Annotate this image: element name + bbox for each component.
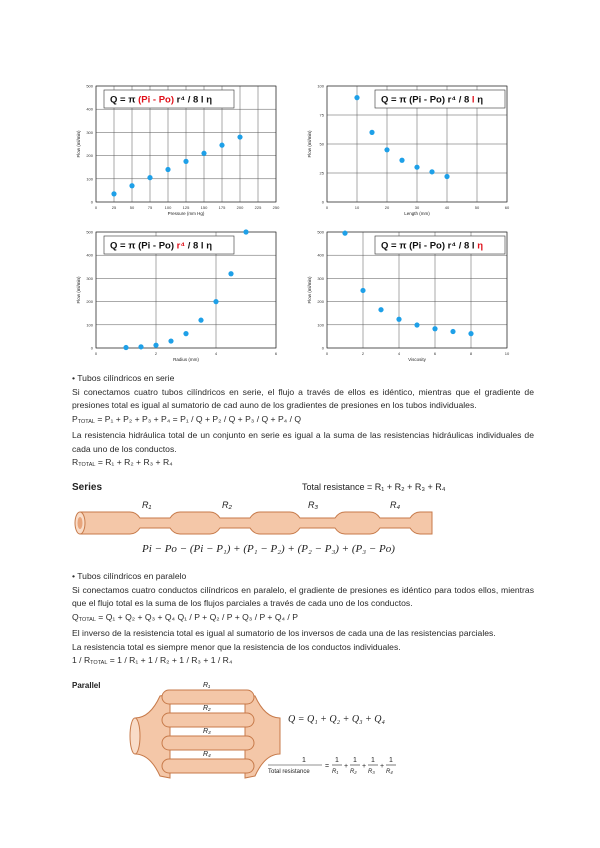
x-tick-label: 40 (444, 205, 450, 210)
data-point (183, 159, 188, 164)
parallel-section (72, 570, 534, 671)
data-point (183, 331, 188, 336)
y-tick-label: 200 (317, 299, 324, 305)
x-tick-label: 60 (504, 205, 510, 210)
data-point (369, 130, 374, 135)
series-figure-svg (70, 476, 450, 560)
formula-text: Q = π (Pi - Po) r⁴ / 8 l η (381, 94, 484, 106)
series-r4: R₄ (390, 500, 401, 510)
y-tick-label: 300 (86, 129, 93, 135)
y-tick-label: 75 (319, 112, 324, 118)
data-point (243, 229, 248, 234)
parallel-equation-resistance: 1 / RTOTAL = 1 / R₁ + 1 / R₂ + 1 / R₃ + 1 / R₄ (72, 655, 233, 666)
svg-text:R₂: R₂ (350, 769, 357, 775)
parallel-paragraph-3: La resistencia total es siempre menor que la resistencia de los conductos individuales. (72, 641, 401, 652)
y-tick-label: 0 (321, 345, 324, 351)
svg-text:1: 1 (353, 757, 357, 764)
chart-radius-svg (72, 226, 284, 366)
data-point (399, 158, 404, 163)
data-point (198, 318, 203, 323)
x-tick-label: 125 (182, 205, 190, 210)
y-tick-label: 100 (86, 176, 93, 182)
series-section (72, 372, 534, 473)
x-tick-label: 225 (254, 205, 262, 210)
data-point (414, 322, 419, 327)
parallel-figure (70, 676, 400, 791)
series-total-label: Total resistance = R₁ + R₂ + R₃ + R₄ (302, 482, 446, 492)
svg-text:1: 1 (371, 757, 375, 764)
data-point (468, 331, 473, 336)
y-tick-label: 400 (317, 252, 324, 258)
x-tick-label: 0 (94, 351, 98, 356)
x-tick-label: 6 (433, 351, 437, 356)
svg-text:+: + (380, 763, 385, 770)
y-tick-label: 100 (317, 83, 324, 89)
data-point (147, 175, 152, 180)
x-tick-label: 4 (214, 351, 218, 356)
data-point (342, 231, 347, 236)
svg-text:1: 1 (335, 757, 339, 764)
chart-viscosity (303, 226, 515, 366)
data-point (138, 344, 143, 349)
x-tick-label: 8 (469, 351, 473, 356)
parallel-title: Parallel (72, 681, 101, 690)
data-point (429, 169, 434, 174)
series-equation-pressure: PTOTAL = P₁ + P₂ + P₃ + P₄ = P₁ / Q + P₂ / Q + P₃ / Q + P₄ / Q (72, 413, 302, 425)
y-tick-label: 0 (90, 199, 93, 205)
chart-viscosity-svg (303, 226, 515, 366)
x-tick-label: 175 (218, 205, 226, 210)
data-point (153, 343, 158, 348)
series-r3: R₃ (308, 500, 319, 510)
y-axis-label: Flow (ml/min) (76, 130, 81, 158)
x-tick-label: 10 (354, 205, 360, 210)
data-point (168, 338, 173, 343)
y-axis-label: Flow (ml/min) (307, 276, 312, 304)
x-tick-label: 20 (384, 205, 390, 210)
x-tick-label: 50 (129, 205, 135, 210)
x-axis-label: Viscosity (408, 357, 426, 362)
series-tube (75, 512, 432, 534)
y-tick-label: 200 (86, 299, 93, 305)
svg-text:R₄: R₄ (386, 769, 393, 775)
y-tick-label: 500 (86, 83, 93, 89)
series-figure (70, 476, 450, 565)
x-tick-label: 25 (111, 205, 117, 210)
x-tick-label: 2 (154, 351, 158, 356)
parallel-terms (332, 757, 396, 775)
svg-text:=: = (325, 763, 330, 770)
series-equation-resistance: RTOTAL = R₁ + R₂ + R₃ + R₄ (72, 457, 173, 468)
data-point (129, 183, 134, 188)
data-point (237, 134, 242, 139)
data-point (450, 329, 455, 334)
data-point (213, 299, 218, 304)
svg-text:1: 1 (389, 757, 393, 764)
data-point (378, 307, 383, 312)
y-axis-label: Flow (ml/min) (307, 130, 312, 158)
y-tick-label: 500 (86, 229, 93, 235)
y-axis-label: Flow (ml/min) (76, 276, 81, 304)
data-point (123, 345, 128, 350)
x-tick-label: 6 (274, 351, 278, 356)
data-point (219, 143, 224, 148)
chart-radius (72, 226, 284, 366)
parallel-q-equation: Q = Q₁ + Q₂ + Q₃ + Q₄ (288, 714, 386, 725)
data-point (396, 317, 401, 322)
y-tick-label: 400 (86, 106, 93, 112)
chart-pressure (72, 80, 284, 220)
series-title: Series (72, 482, 103, 493)
parallel-r4: R₄ (203, 751, 211, 758)
x-tick-label: 30 (414, 205, 420, 210)
formula-text: Q = π (Pi - Po) r⁴ / 8 l η (381, 240, 484, 252)
x-tick-label: 2 (361, 351, 365, 356)
svg-text:+: + (344, 763, 349, 770)
x-tick-label: 100 (164, 205, 172, 210)
y-tick-label: 50 (319, 141, 324, 147)
y-tick-label: 25 (319, 170, 324, 176)
series-paragraph-2: La resistencia hidráulica total de un conjunto en serie es igual a la suma de las resistencias hidráulicas individuales de cada uno de los conductos. (72, 430, 534, 454)
x-tick-label: 200 (236, 205, 244, 210)
parallel-r3: R₃ (203, 728, 211, 735)
x-tick-label: 0 (325, 205, 329, 210)
x-tick-label: 0 (94, 205, 98, 210)
y-tick-label: 300 (86, 275, 93, 281)
chart-length-svg (303, 80, 515, 220)
chart-pressure-svg (72, 80, 284, 220)
data-point (165, 167, 170, 172)
data-point (228, 271, 233, 276)
y-tick-label: 0 (90, 345, 93, 351)
x-tick-label: 50 (474, 205, 480, 210)
x-axis-label: Length (mm) (404, 211, 430, 216)
series-paragraph-1: Si conectamos cuatro tubos cilíndricos en serie, el flujo a través de ellos es idéntico, mientras que el gradiente de presiones total es igual al sumatorio de cad auno de los gradientes de presiones en los tubos individuales. (72, 386, 534, 410)
y-tick-label: 0 (321, 199, 324, 205)
data-point (432, 326, 437, 331)
data-point (201, 151, 206, 156)
chart-length (303, 80, 515, 220)
formula-text: Q = π (Pi - Po) r⁴ / 8 l η (110, 240, 213, 252)
x-tick-label: 250 (272, 205, 280, 210)
x-tick-label: 10 (504, 351, 510, 356)
data-point (360, 288, 365, 293)
y-tick-label: 200 (86, 153, 93, 159)
y-tick-label: 300 (317, 275, 324, 281)
x-tick-label: 150 (200, 205, 208, 210)
formula-text: Q = π (Pi - Po) r⁴ / 8 l η (110, 94, 213, 106)
x-axis-label: Pressure (mm Hg) (167, 211, 205, 216)
x-axis-label: Radius (mm) (173, 357, 199, 362)
series-r1: R₁ (142, 500, 152, 510)
parallel-paragraph-2: El inverso de la resistencia total es igual al sumatorio de los inversos de cada una de las resistencias parciales. (72, 628, 496, 638)
series-equation: Pi − Po − (Pi − P₁) + (P₁ − P₂) + (P₂ − P₃) + (P₃ − Po) (142, 543, 395, 555)
data-point (111, 191, 116, 196)
parallel-frac-den: Total resistance (268, 769, 310, 775)
x-tick-label: 0 (325, 351, 329, 356)
x-tick-label: 4 (397, 351, 401, 356)
y-tick-label: 100 (86, 322, 93, 328)
svg-text:+: + (362, 763, 367, 770)
data-point (414, 165, 419, 170)
svg-text:R₁: R₁ (332, 769, 339, 775)
parallel-figure-svg (70, 676, 400, 786)
series-heading: • Tubos cilíndricos en serie (72, 373, 175, 383)
y-tick-label: 400 (86, 252, 93, 258)
y-tick-label: 100 (317, 322, 324, 328)
y-tick-label: 500 (317, 229, 324, 235)
parallel-r1: R₁ (203, 682, 211, 689)
parallel-frac-num: 1 (302, 757, 306, 764)
data-point (354, 95, 359, 100)
parallel-heading: • Tubos cilíndricos en paralelo (72, 571, 187, 581)
parallel-paragraph-1: Si conectamos cuatro conductos cilíndricos en paralelo, el gradiente de presiones es idéntico para todos ellos, mientras que el flujo total es la suma de los flujos parciales a través de cada uno de los conductos. (72, 584, 534, 608)
svg-text:R₃: R₃ (368, 769, 375, 775)
x-tick-label: 75 (147, 205, 153, 210)
data-point (444, 174, 449, 179)
parallel-equation-flow: QTOTAL = Q₁ + Q₂ + Q₃ + Q₄ Q₁ / P + Q₂ / P + Q₃ / P + Q₄ / P (72, 611, 298, 623)
parallel-r2: R₂ (203, 705, 211, 712)
series-r2: R₂ (222, 500, 232, 510)
data-point (384, 147, 389, 152)
